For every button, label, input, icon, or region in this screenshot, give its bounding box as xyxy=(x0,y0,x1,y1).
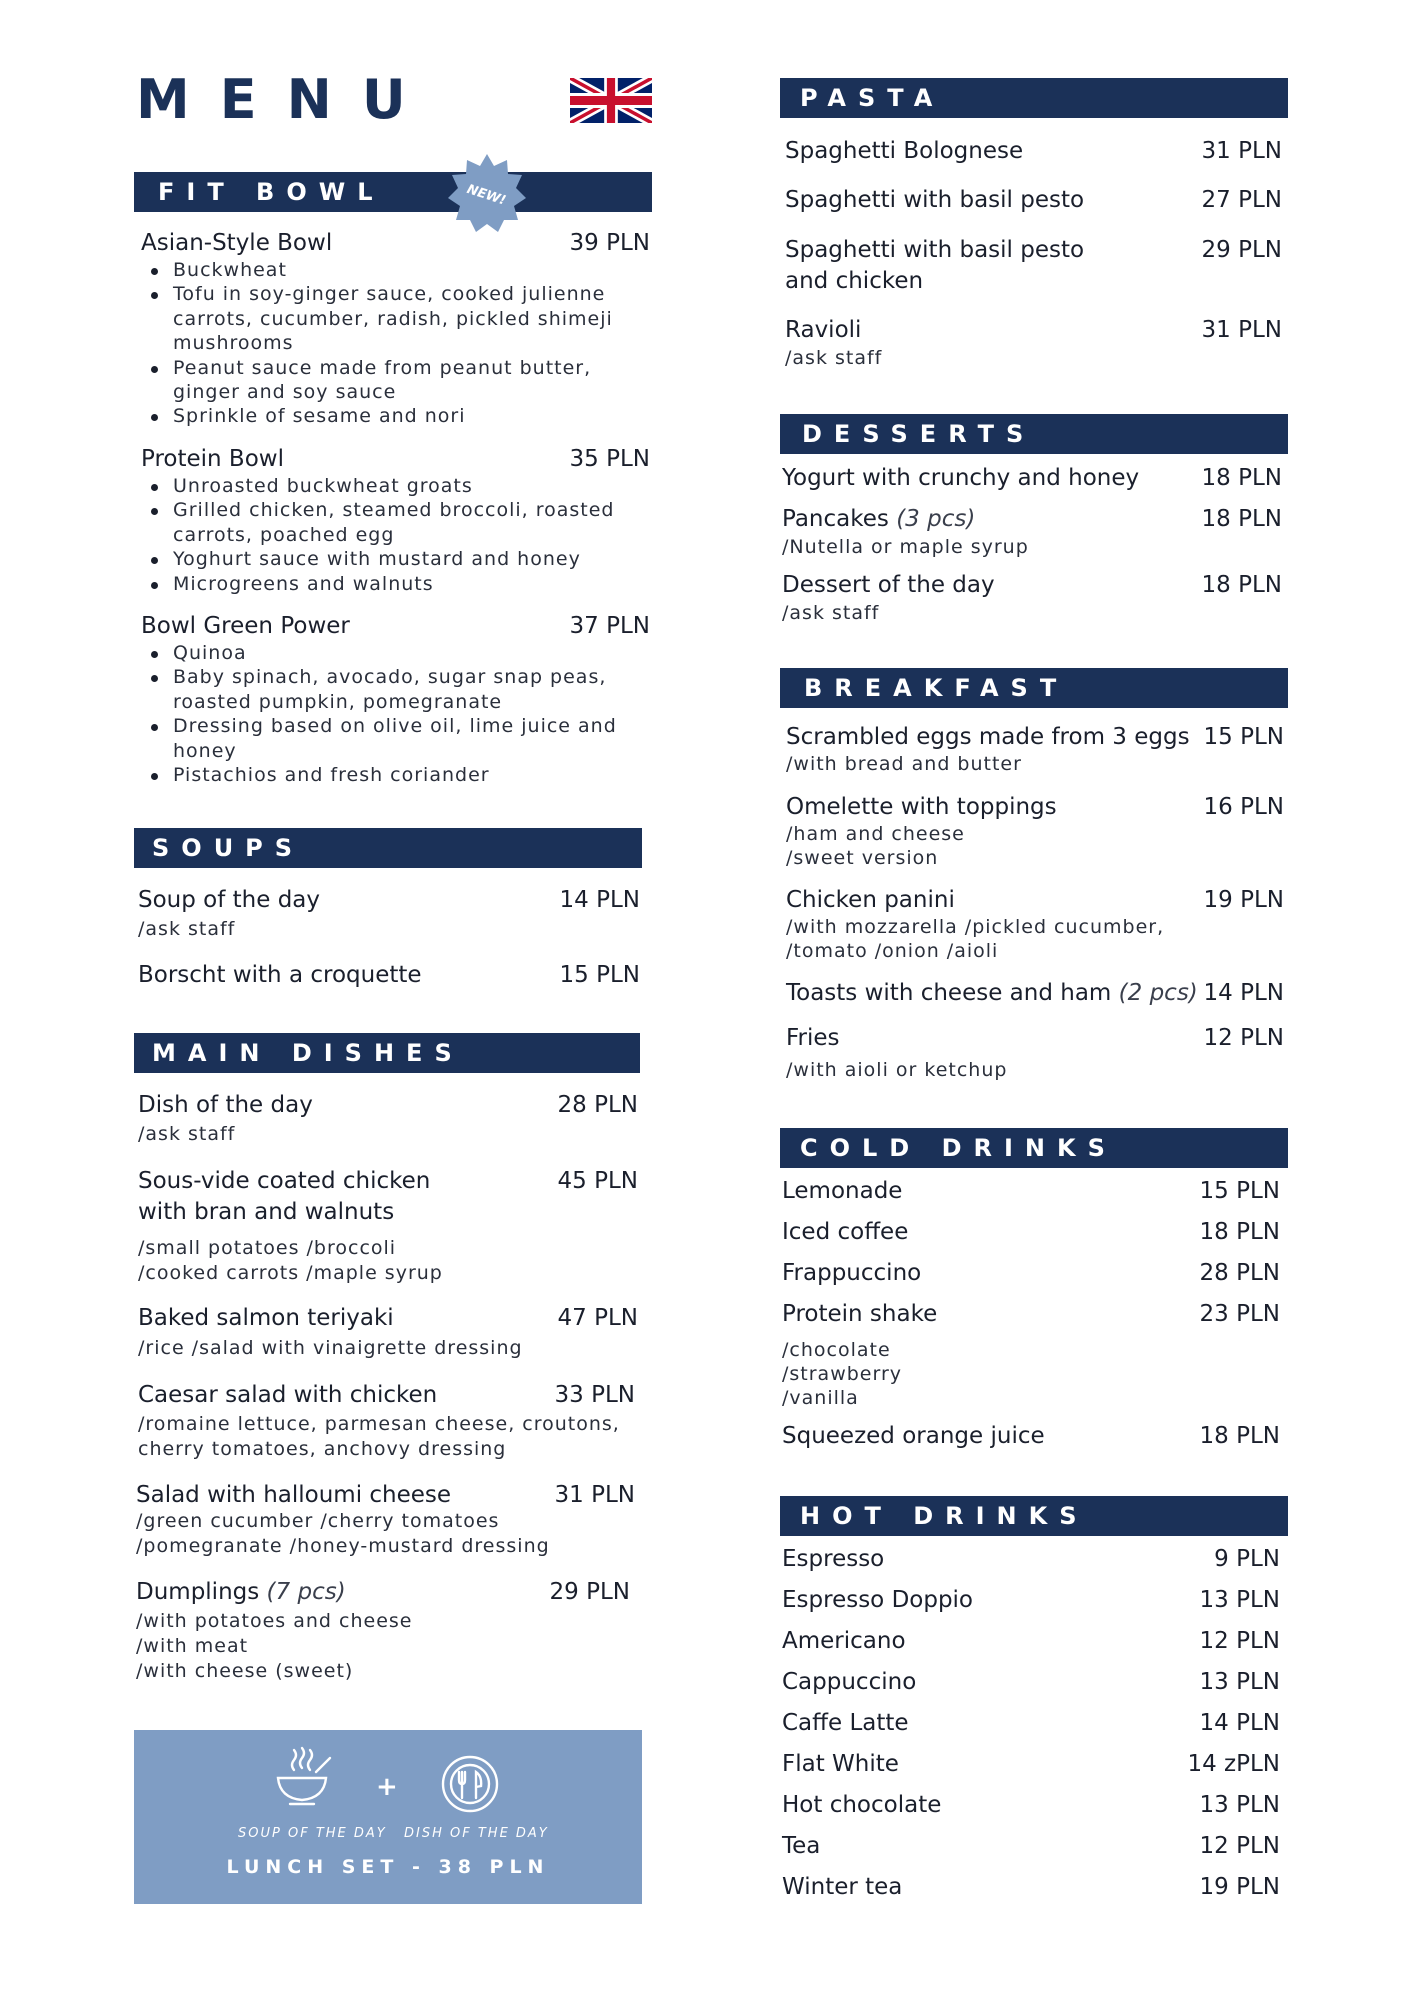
item-price: 14 PLN xyxy=(1199,1710,1280,1736)
item-name-text: Pancakes xyxy=(782,506,889,532)
item-name: Dessert of the day xyxy=(782,572,995,598)
item-price: 12 PLN xyxy=(1203,1025,1284,1051)
ingredient: Grilled chicken, steamed broccoli, roasted carrots, poached egg xyxy=(141,498,641,547)
item-description: /rice /salad with vinaigrette dressing xyxy=(138,1337,523,1359)
item-price: 37 PLN xyxy=(569,613,650,639)
item-name: Americano xyxy=(782,1628,906,1654)
item-name: Cappuccino xyxy=(782,1669,917,1695)
item-price: 13 PLN xyxy=(1199,1669,1280,1695)
item-name: Dish of the day xyxy=(138,1092,313,1118)
new-badge-icon xyxy=(446,152,528,234)
item-description: cherry tomatoes, anchovy dressing xyxy=(138,1438,507,1460)
ingredient: Sprinkle of sesame and nori xyxy=(141,404,641,428)
item-name: Tea xyxy=(782,1833,821,1859)
ingredients-list xyxy=(141,641,641,787)
item-description: /tomato /onion /aioli xyxy=(786,940,999,962)
item-price: 14 PLN xyxy=(559,887,640,913)
item-name: Protein shake xyxy=(782,1301,938,1327)
item-name: Chicken panini xyxy=(786,887,955,913)
item-description: /with meat xyxy=(136,1635,249,1657)
item-price: 23 PLN xyxy=(1199,1301,1280,1327)
item-name: Espresso xyxy=(782,1546,885,1572)
item-price: 12 PLN xyxy=(1199,1628,1280,1654)
new-badge-text: NEW! xyxy=(464,182,508,209)
item-name: Espresso Doppio xyxy=(782,1587,974,1613)
item-name: Fries xyxy=(786,1025,840,1051)
item-description: /sweet version xyxy=(786,847,939,869)
ingredient: Quinoa xyxy=(141,641,641,665)
section-fit-bowl: FIT BOWL xyxy=(134,172,652,212)
item-price: 9 PLN xyxy=(1214,1546,1280,1572)
item-portion: (2 pcs) xyxy=(1118,980,1198,1006)
item-price: 19 PLN xyxy=(1199,1874,1280,1900)
item-name: Soup of the day xyxy=(138,887,321,913)
section-pasta: PASTA xyxy=(780,78,1288,118)
ingredient: Buckwheat xyxy=(141,258,641,282)
item-price: 27 PLN xyxy=(1201,187,1282,213)
item-price: 18 PLN xyxy=(1199,1219,1280,1245)
item-name: Borscht with a croquette xyxy=(138,962,422,988)
plate-cutlery-icon xyxy=(440,1754,500,1814)
item-description: /Nutella or maple syrup xyxy=(782,536,1029,558)
section-breakfast: BREAKFAST xyxy=(780,668,1288,708)
item-name: Bowl Green Power xyxy=(141,613,350,639)
item-name: Hot chocolate xyxy=(782,1792,942,1818)
ingredient: Unroasted buckwheat groats xyxy=(141,474,641,498)
section-desserts: DESSERTS xyxy=(780,414,1288,454)
ingredient: Microgreens and walnuts xyxy=(141,572,641,596)
item-description: /pomegranate /honey-mustard dressing xyxy=(136,1535,550,1557)
item-name: Squeezed orange juice xyxy=(782,1423,1045,1449)
uk-flag-icon xyxy=(570,78,652,123)
item-name: Asian-Style Bowl xyxy=(141,230,333,256)
soup-bowl-icon xyxy=(274,1746,334,1810)
item-name: Ravioli xyxy=(785,317,862,343)
item-name: Iced coffee xyxy=(782,1219,909,1245)
item-description: /cooked carrots /maple syrup xyxy=(138,1262,443,1284)
item-price: 13 PLN xyxy=(1199,1587,1280,1613)
item-description: /with cheese (sweet) xyxy=(136,1660,354,1682)
item-description: /with potatoes and cheese xyxy=(136,1610,413,1632)
item-name: Winter tea xyxy=(782,1874,903,1900)
item-name: Salad with halloumi cheese xyxy=(136,1482,452,1508)
item-price: 18 PLN xyxy=(1201,572,1282,598)
item-description: /ask staff xyxy=(782,602,880,624)
item-name: Yogurt with crunchy and honey xyxy=(782,465,1140,491)
item-price: 35 PLN xyxy=(569,446,650,472)
ingredient: Peanut sauce made from peanut butter, ginger and soy sauce xyxy=(141,356,641,405)
item-price: 18 PLN xyxy=(1201,506,1282,532)
item-price: 15 PLN xyxy=(1203,724,1284,750)
item-name-text: Toasts with cheese and ham xyxy=(786,980,1112,1006)
item-description: /romaine lettuce, parmesan cheese, croutons, xyxy=(138,1413,620,1435)
item-price: 29 PLN xyxy=(549,1579,630,1605)
menu-title: MENU xyxy=(136,68,436,131)
item-description: /with mozzarella /pickled cucumber, xyxy=(786,916,1165,938)
lunch-set-title: LUNCH SET - 38 PLN xyxy=(226,1856,550,1878)
ingredients-list xyxy=(141,258,641,429)
plus-sign: + xyxy=(376,1772,398,1802)
item-price: 31 PLN xyxy=(1201,317,1282,343)
item-price: 13 PLN xyxy=(1199,1792,1280,1818)
item-name: Protein Bowl xyxy=(141,446,284,472)
item-name: Scrambled eggs made from 3 eggs xyxy=(786,724,1190,750)
item-name: Omelette with toppings xyxy=(786,794,1057,820)
item-description: /ask staff xyxy=(138,918,236,940)
ingredient: Dressing based on olive oil, lime juice and honey xyxy=(141,714,641,763)
section-main-dishes: MAIN DISHES xyxy=(134,1033,640,1073)
item-name-text: Dumplings xyxy=(136,1579,260,1605)
item-description: /chocolate xyxy=(782,1339,891,1361)
item-price: 15 PLN xyxy=(559,962,640,988)
item-price: 39 PLN xyxy=(569,230,650,256)
item-price: 47 PLN xyxy=(557,1305,638,1331)
dish-of-the-day-label: DISH OF THE DAY xyxy=(404,1826,549,1841)
item-name: Caesar salad with chicken xyxy=(138,1382,438,1408)
item-price: 28 PLN xyxy=(1199,1260,1280,1286)
item-description: /ask staff xyxy=(785,347,883,369)
item-name: Frappuccino xyxy=(782,1260,922,1286)
item-description: /small potatoes /broccoli xyxy=(138,1237,397,1259)
section-soups: SOUPS xyxy=(134,828,642,868)
item-name: Lemonade xyxy=(782,1178,903,1204)
ingredients-list xyxy=(141,474,641,596)
item-description: /with bread and butter xyxy=(786,753,1022,775)
section-hot-drinks: HOT DRINKS xyxy=(780,1496,1288,1536)
ingredient: Pistachios and fresh coriander xyxy=(141,763,641,787)
item-portion: (7 pcs) xyxy=(266,1579,346,1605)
item-name xyxy=(782,504,975,535)
item-price: 18 PLN xyxy=(1199,1423,1280,1449)
item-price: 16 PLN xyxy=(1203,794,1284,820)
item-portion: (3 pcs) xyxy=(896,506,976,532)
item-description: /strawberry xyxy=(782,1363,903,1385)
item-price: 18 PLN xyxy=(1201,465,1282,491)
ingredient: Baby spinach, avocado, sugar snap peas, roasted pumpkin, pomegranate xyxy=(141,665,641,714)
item-price: 31 PLN xyxy=(1201,138,1282,164)
ingredient: Tofu in soy-ginger sauce, cooked julienne carrots, cucumber, radish, pickled shimeji mushrooms xyxy=(141,282,641,355)
item-name: Caffe Latte xyxy=(782,1710,909,1736)
item-name xyxy=(786,978,1198,1009)
item-name xyxy=(136,1577,346,1608)
item-description: /green cucumber /cherry tomatoes xyxy=(136,1510,500,1532)
item-description: /with aioli or ketchup xyxy=(786,1059,1008,1081)
item-price: 45 PLN xyxy=(557,1168,638,1194)
item-price: 15 PLN xyxy=(1199,1178,1280,1204)
item-price: 33 PLN xyxy=(554,1382,635,1408)
item-description: /ask staff xyxy=(138,1123,236,1145)
item-description: /vanilla xyxy=(782,1387,859,1409)
item-name: Spaghetti Bolognese xyxy=(785,138,1024,164)
soup-of-the-day-label: SOUP OF THE DAY xyxy=(238,1826,387,1841)
item-name: Baked salmon teriyaki xyxy=(138,1305,394,1331)
item-name: Flat White xyxy=(782,1751,899,1777)
item-name: Sous-vide coated chicken with bran and walnuts xyxy=(138,1168,431,1225)
item-price: 12 PLN xyxy=(1199,1833,1280,1859)
item-name: Spaghetti with basil pesto and chicken xyxy=(785,237,1085,294)
item-description: /ham and cheese xyxy=(786,823,965,845)
section-cold-drinks: COLD DRINKS xyxy=(780,1128,1288,1168)
item-price: 28 PLN xyxy=(557,1092,638,1118)
lunch-set-box xyxy=(134,1730,642,1904)
item-price: 31 PLN xyxy=(554,1482,635,1508)
item-price: 19 PLN xyxy=(1203,887,1284,913)
item-price: 14 zPLN xyxy=(1187,1751,1280,1777)
item-price: 29 PLN xyxy=(1201,237,1282,263)
item-name: Spaghetti with basil pesto xyxy=(785,187,1085,213)
ingredient: Yoghurt sauce with mustard and honey xyxy=(141,547,641,571)
item-price: 14 PLN xyxy=(1203,980,1284,1006)
